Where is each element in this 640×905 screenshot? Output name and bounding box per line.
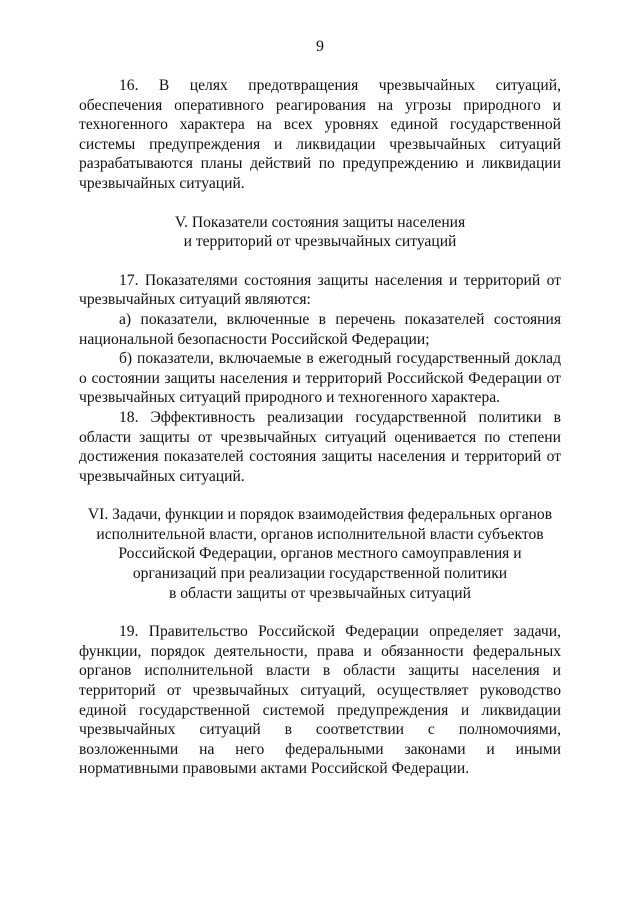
paragraph-17: 17. Показателями состояния защиты населения и территорий от чрезвычайных ситуаций являются: — [79, 271, 561, 309]
section-5-heading-line-2: и территорий от чрезвычайных ситуаций — [183, 233, 457, 251]
page-number: 9 — [316, 38, 324, 55]
paragraph-17-a: а) показатели, включенные в перечень показателей состояния национальной безопасности Российской Федерации; — [79, 310, 561, 348]
section-6-heading-line-3: Российской Федерации, органов местного самоуправления и — [118, 545, 522, 563]
paragraph-18: 18. Эффективность реализации государственной политики в области защиты от чрезвычайных ситуаций оценивается по степени достижения показателей состояния защиты населения и территорий от чрезвычайных ситуаций. — [79, 408, 561, 485]
section-5-heading-line-1: V. Показатели состояния защиты населения — [174, 213, 466, 231]
section-6-heading — [79, 505, 561, 603]
section-6-heading-line-5: в области защиты от чрезвычайных ситуаций — [168, 584, 471, 602]
section-6-heading-line-1: VI. Задачи, функции и порядок взаимодействия федеральных органов — [87, 506, 553, 524]
paragraph-19: 19. Правительство Российской Федерации определяет задачи, функции, порядок деятельности, права и обязанности федеральных органов исполнительной власти в области защиты населения и территорий от чрезвычайных ситуаций, осуществляет руководство единой государственной системой предупреждения и ликвидации чрезвычайных ситуаций в соответствии с полномочиями, возложенными на него федеральными законами и иными нормативными правовыми актами Российской Федерации. — [79, 623, 561, 778]
paragraph-16: 16. В целях предотвращения чрезвычайных ситуаций, обеспечения оперативного реагирования на угрозы природного и техногенного характера на всех уровнях единой государственной системы предупреждения и ликвидации чрезвычайных ситуаций разрабатываются планы действий по предупреждению и ликвидации чрезвычайных ситуаций. — [79, 77, 561, 192]
paragraph-17-b: б) показатели, включаемые в ежегодный государственный доклад о состоянии защиты населения и территорий Российской Федерации от чрезвычайных ситуаций природного и техногенного характера. — [79, 350, 561, 407]
document-body — [79, 76, 561, 779]
section-5-heading — [79, 213, 561, 252]
section-6-heading-line-4: организаций при реализации государственной политики — [132, 565, 508, 583]
section-6-heading-line-2: исполнительной власти, органов исполнительной власти субъектов — [96, 525, 544, 543]
